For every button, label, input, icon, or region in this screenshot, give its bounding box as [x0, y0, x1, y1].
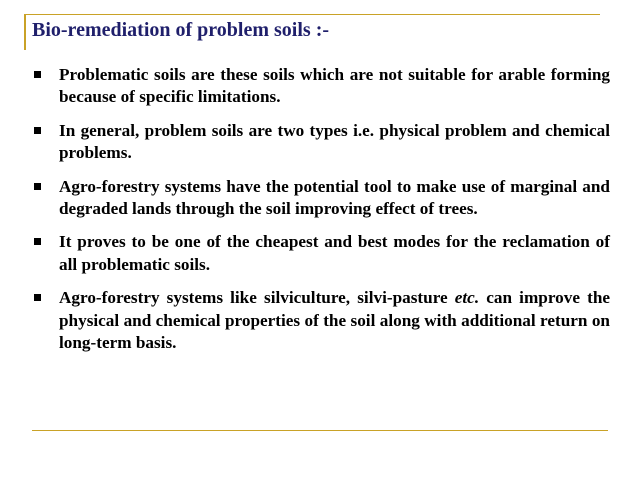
- bullet-item: [34, 231, 610, 276]
- title-bar: [24, 14, 600, 50]
- bullet-text-continued: can improve the physical and chemical properties of the soil along with additional return on long-term basis.: [59, 288, 611, 353]
- slide-title: Bio-remediation of problem soils :-: [32, 19, 330, 41]
- square-bullet-icon: [34, 238, 41, 245]
- square-bullet-icon: [34, 294, 41, 301]
- bullet-text: Problematic soils are these soils which are not suitable for arable forming because of specific limitations.: [59, 65, 610, 107]
- bullet-list: [34, 64, 610, 365]
- square-bullet-icon: [34, 183, 41, 190]
- title-accent-vertical-line: [24, 14, 26, 50]
- title-accent-horizontal-line: [24, 14, 600, 15]
- bullet-text: Agro-forestry systems like silviculture, silvi-pasture: [59, 288, 455, 308]
- bullet-item: [34, 287, 610, 354]
- square-bullet-icon: [34, 71, 41, 78]
- bullet-italic-text: etc.: [454, 288, 480, 308]
- bottom-accent-line: [32, 430, 608, 431]
- square-bullet-icon: [34, 127, 41, 134]
- bullet-text: It proves to be one of the cheapest and best modes for the reclamation of all problematic soils.: [59, 232, 610, 274]
- bullet-item: [34, 120, 610, 165]
- bullet-item: [34, 64, 610, 109]
- bullet-text: Agro-forestry systems have the potential tool to make use of marginal and degraded lands through the soil improving effect of trees.: [59, 176, 610, 219]
- bullet-text: In general, problem soils are two types i.e. physical problem and chemical problems.: [59, 120, 610, 163]
- bullet-item: [34, 176, 610, 221]
